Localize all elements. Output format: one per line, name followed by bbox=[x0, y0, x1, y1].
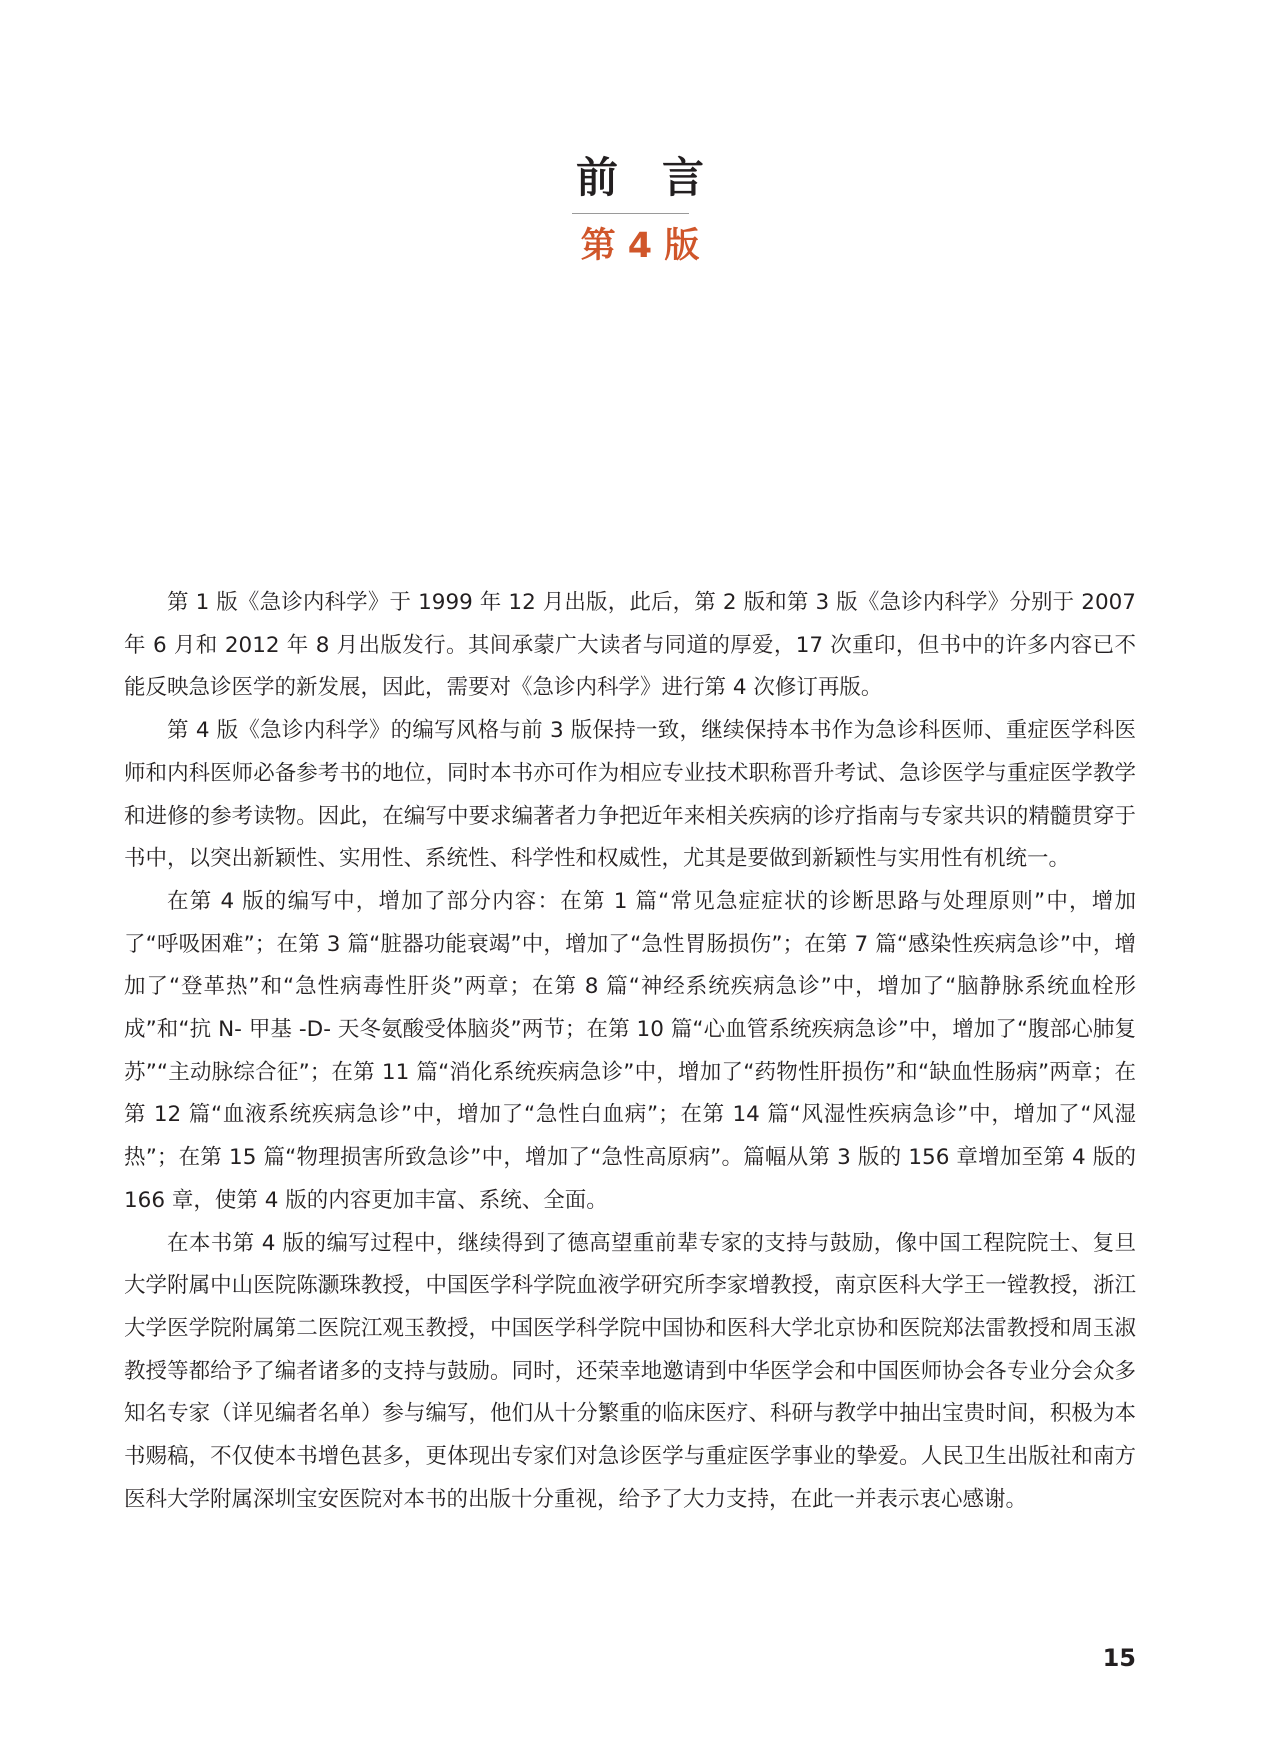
page-number: 15 bbox=[1102, 1644, 1136, 1672]
paragraph-2: 第 4 版《急诊内科学》的编写风格与前 3 版保持一致，继续保持本书作为急诊科医师、重症医学科医师和内科医师必备参考书的地位，同时本书亦可作为相应专业技术职称晋升考试、急诊医学与重症医学教学和进修的参考读物。因此，在编写中要求编著者力争把近年来相关疾病的诊疗指南与专家共识的精髓贯穿于书中，以突出新颖性、实用性、系统性、科学性和权威性，尤其是要做到新颖性与实用性有机统一。 bbox=[124, 718, 1136, 872]
paragraph-1: 第 1 版《急诊内科学》于 1999 年 12 月出版，此后，第 2 版和第 3 版《急诊内科学》分别于 2007 年 6 月和 2012 年 8 月出版发行。其间承蒙广大读者与同道的厚爱，17 次重印，但书中的许多内容已不能反映急诊医学的新发展，因此，需要对《急诊内科学》进行第 4 次修订再版。 bbox=[124, 590, 1136, 701]
page-title: 前言 bbox=[575, 153, 748, 202]
paragraph-4: 在本书第 4 版的编写过程中，继续得到了德高望重前辈专家的支持与鼓励，像中国工程院院士、复旦大学附属中山医院陈灏珠教授，中国医学科学院血液学研究所李家增教授，南京医科大学王一镗教授，浙江大学医学院附属第二医院江观玉教授，中国医学科学院中国协和医科大学北京协和医院郑法雷教授和周玉淑教授等都给予了编者诸多的支持与鼓励。同时，还荣幸地邀请到中华医学会和中国医师协会各专业分会众多知名专家（详见编者名单）参与编写，他们从十分繁重的临床医疗、科研与教学中抽出宝贵时间，积极为本书赐稿，不仅使本书增色甚多，更体现出专家们对急诊医学与重症医学事业的挚爱。人民卫生出版社和南方医科大学附属深圳宝安医院对本书的出版十分重视，给予了大力支持，在此一并表示衷心感谢。 bbox=[124, 1230, 1136, 1512]
edition-subtitle: 第 4 版 bbox=[580, 226, 700, 266]
paragraph-3: 在第 4 版的编写中，增加了部分内容：在第 1 篇“常见急症症状的诊断思路与处理原则”中，增加了“呼吸困难”；在第 3 篇“脏器功能衰竭”中，增加了“急性胃肠损伤”；在第 7 篇“感染性疾病急诊”中，增加了“登革热”和“急性病毒性肝炎”两章；在第 8 篇“神经系统疾病急诊”中，增加了“脑静脉系统血栓形成”和“抗 N- 甲基 -D- 天冬氨酸受体脑炎”两节；在第 10 篇“心血管系统疾病急诊”中，增加了“腹部心肺复苏”“主动脉综合征”；在第 11 篇“消化系统疾病急诊”中，增加了“药物性肝损伤”和“缺血性肠病”两章；在第 12 篇“血液系统疾病急诊”中，增加了“急性白血病”；在第 14 篇“风湿性疾病急诊”中，增加了“风湿热”；在第 15 篇“物理损害所致急诊”中，增加了“急性高原病”。篇幅从第 3 版的 156 章增加至第 4 版的 166 章，使第 4 版的内容更加丰富、系统、全面。 bbox=[124, 888, 1136, 1213]
preface-body bbox=[124, 582, 1136, 1521]
title-divider bbox=[572, 213, 689, 214]
